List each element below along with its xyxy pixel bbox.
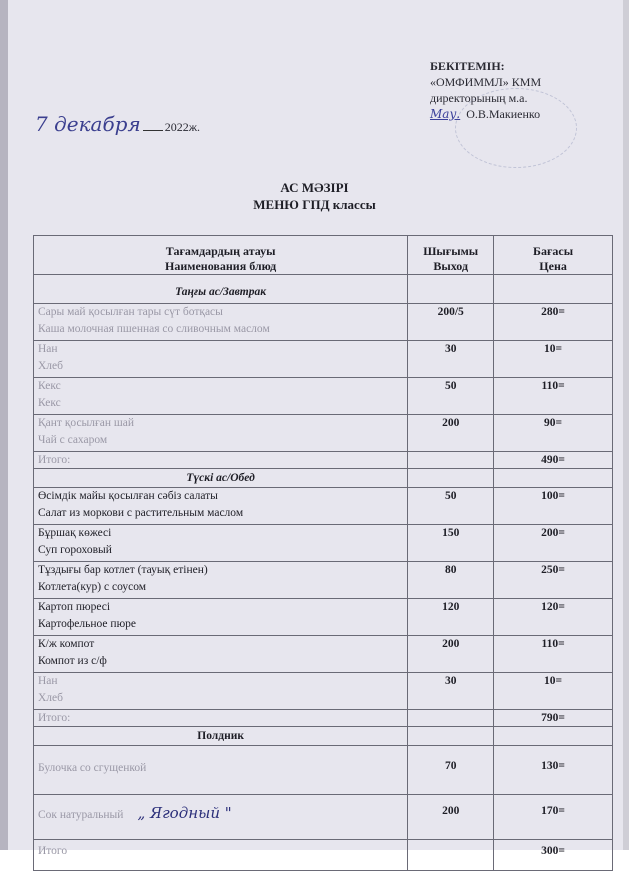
table-row: Өсімдік майы қосылған сәбіз салаты Салат из моркови с растительным маслом 50 100=	[34, 488, 613, 525]
table-row: Қант қосылған шай Чай с сахаром 200 90=	[34, 415, 613, 452]
approval-title: БЕКІТЕМІН:	[430, 59, 505, 73]
table-row: Тұздығы бар котлет (тауық етінен) Котлета(кур) с соусом 80 250=	[34, 562, 613, 599]
approver-name: О.В.Макиенко	[466, 107, 541, 121]
table-row: Кекс Кекс 50 110=	[34, 378, 613, 415]
date	[35, 112, 200, 136]
col-header-price: Бағасы Цена	[494, 236, 613, 275]
col-header-output: Шығымы Выход	[408, 236, 494, 275]
menu-table	[33, 235, 613, 871]
approval-org: «ОМФИММЛ» КММ	[430, 75, 542, 89]
table-row: Нан Хлеб 30 10=	[34, 341, 613, 378]
frame-edge	[0, 0, 8, 850]
handwritten-note: „ Ягодный "	[137, 804, 232, 822]
section-lunch: Түскі ас/Обед	[34, 469, 613, 488]
table-row: Сок натуральный „ Ягодный " 200 170=	[34, 795, 613, 840]
table-row: Нан Хлеб 30 10=	[34, 673, 613, 710]
date-handwritten: 7 декабря	[35, 112, 141, 136]
section-snack: Полдник	[34, 727, 613, 746]
table-row: Картоп пюресі Картофельное пюре 120 120=	[34, 599, 613, 636]
frame-edge-right	[623, 0, 629, 850]
table-row: Булочка со сгущенкой 70 130=	[34, 746, 613, 795]
col-header-name: Тағамдардың атауы Наименования блюд	[34, 236, 408, 275]
section-breakfast: Таңғы ас/Завтрак	[34, 275, 613, 304]
approval-role: директорының м.а.	[430, 91, 528, 105]
table-header	[34, 236, 613, 275]
total-row-lunch: Итого: 790=	[34, 710, 613, 727]
approval-block	[430, 58, 620, 122]
title-ru: МЕНЮ ГПД классы	[253, 197, 376, 212]
table-row: Сары май қосылған тары сүт ботқасы Каша молочная пшенная со сливочным маслом 200/5 280=	[34, 304, 613, 341]
signature: Мау.	[430, 107, 461, 121]
total-row-breakfast: Итого: 490=	[34, 452, 613, 469]
table-row: К/ж компот Компот из с/ф 200 110=	[34, 636, 613, 673]
table-row: Бұршақ көжесі Суп гороховый 150 200=	[34, 525, 613, 562]
date-year: 2022ж.	[164, 120, 201, 134]
title-kz: АС МӘЗІРІ	[280, 180, 349, 195]
date-underline	[143, 130, 163, 131]
signature-row	[430, 106, 620, 122]
total-row-snack: Итого 300=	[34, 840, 613, 871]
